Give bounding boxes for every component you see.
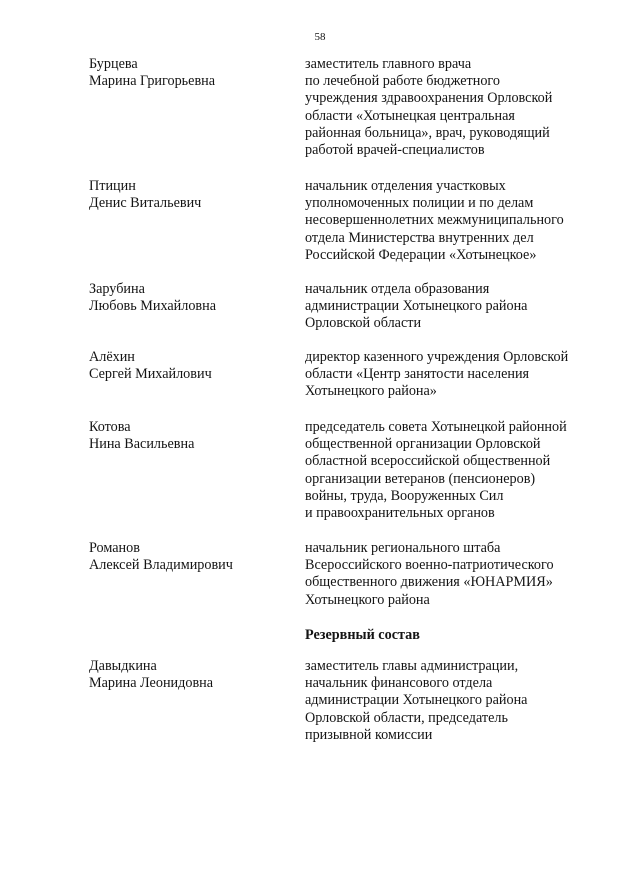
- member-position-alekhin: директор казенного учреждения Орловской области «Центр занятости населения Хотынецкого района»: [305, 349, 569, 400]
- member-position-kotova: председатель совета Хотынецкой районной общественной организации Орловской областной всероссийской общественной организации ветеранов (пенсионеров) войны, труда, Вооруженных Сил и правоохранительных органов: [305, 419, 567, 522]
- member-position-romanov: начальник регионального штаба Всероссийского военно-патриотического общественного движения «ЮНАРМИЯ» Хотынецкого района: [305, 540, 554, 608]
- member-name-zarubina: Зарубина Любовь Михайловна: [89, 281, 217, 315]
- reserve-member-name-davydkina: Давыдкина Марина Леонидовна: [89, 658, 214, 692]
- reserve-section-heading: Резервный состав: [305, 627, 420, 643]
- member-position-burtseva: заместитель главного врача по лечебной работе бюджетного учреждения здравоохранения Орловской области «Хотынецкая центральная районная больница», врач, руководящий работой врачей-специалистов: [305, 56, 553, 159]
- page-number: 58: [314, 31, 326, 43]
- member-name-romanov: Романов Алексей Владимирович: [89, 540, 233, 574]
- member-name-burtseva: Бурцева Марина Григорьевна: [89, 56, 216, 90]
- member-name-ptitsin: Птицин Денис Витальевич: [89, 178, 202, 212]
- member-name-kotova: Котова Нина Васильевна: [89, 419, 195, 453]
- member-position-ptitsin: начальник отделения участковых уполномоченных полиции и по делам несовершеннолетних межмуниципального отдела Министерства внутренних дел Российской Федерации «Хотынецкое»: [305, 178, 564, 263]
- reserve-member-position-davydkina: заместитель главы администрации, начальник финансового отдела администрации Хотынецкого района Орловской области, председатель призывной комиссии: [305, 658, 528, 743]
- member-position-zarubina: начальник отдела образования администрации Хотынецкого района Орловской области: [305, 281, 528, 332]
- member-name-alekhin: Алёхин Сергей Михайлович: [89, 349, 212, 383]
